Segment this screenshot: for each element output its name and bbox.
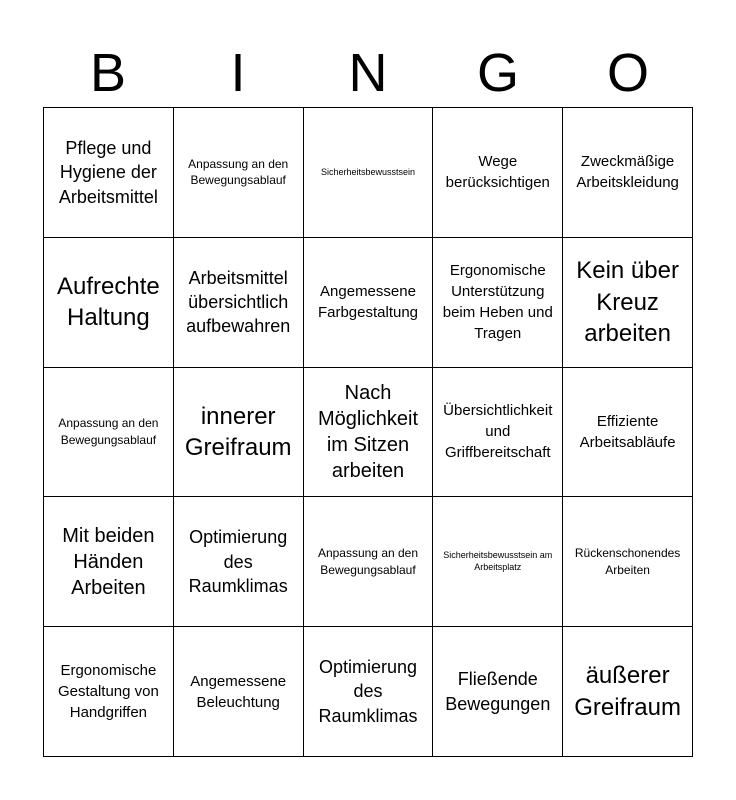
header-letter-o: O: [606, 43, 649, 103]
cell-text: Kein über Kreuz arbeiten: [576, 257, 679, 347]
cell-text: Nach Möglichkeit im Sitzen arbeiten: [317, 381, 419, 482]
bingo-cell[interactable]: [563, 497, 693, 627]
bingo-cell[interactable]: [563, 238, 693, 368]
cell-text: Sicherheitsbewusstsein am Arbeitsplatz: [443, 550, 553, 572]
bingo-cell[interactable]: [304, 627, 434, 757]
bingo-cell[interactable]: [433, 497, 563, 627]
bingo-cell[interactable]: [174, 238, 304, 368]
cell-text: Anpassung an den Bewegungsablauf: [188, 156, 289, 188]
bingo-cell[interactable]: [174, 497, 304, 627]
cell-text: Optimierung des Raumklimas: [188, 527, 288, 596]
bingo-cell[interactable]: [304, 108, 434, 238]
bingo-cell[interactable]: [44, 627, 174, 757]
header-letter-b: B: [89, 43, 127, 103]
bingo-cell[interactable]: [44, 238, 174, 368]
bingo-cell[interactable]: [174, 368, 304, 498]
bingo-cell[interactable]: [304, 368, 434, 498]
bingo-cell[interactable]: [174, 108, 304, 238]
cell-text: Sicherheitsbewusstsein: [320, 166, 416, 177]
bingo-cell[interactable]: [44, 497, 174, 627]
cell-text: Optimierung des Raumklimas: [318, 657, 418, 726]
cell-text: Ergonomische Gestaltung von Handgriffen: [57, 662, 159, 722]
cell-text: Effiziente Arbeitsabläufe: [579, 412, 676, 451]
cell-text: Wege berücksichtigen: [445, 153, 550, 192]
header-letter-g: G: [476, 43, 519, 103]
cell-text: Mit beiden Händen Arbeiten: [62, 524, 155, 599]
cell-text: äußerer Greifraum: [574, 662, 681, 721]
bingo-cell[interactable]: [174, 627, 304, 757]
cell-text: Zweckmäßige Arbeitskleidung: [576, 153, 679, 192]
bingo-cell[interactable]: [433, 108, 563, 238]
bingo-cell[interactable]: [563, 108, 693, 238]
cell-text: innerer Greifraum: [184, 402, 292, 461]
cell-text: Angemessene Farbgestaltung: [317, 283, 419, 322]
cell-text: Pflege und Hygiene der Arbeitsmittel: [58, 137, 158, 207]
header-letter-i: I: [230, 43, 246, 103]
bingo-header: [43, 38, 693, 108]
bingo-cell[interactable]: [433, 368, 563, 498]
cell-text: Fließende Bewegungen: [445, 669, 551, 714]
bingo-cell[interactable]: [44, 368, 174, 498]
cell-text: Arbeitsmittel übersichtlich aufbewahren: [186, 267, 291, 337]
bingo-cell[interactable]: [44, 108, 174, 238]
bingo-cell[interactable]: [433, 238, 563, 368]
cell-text: Aufrechte Haltung: [57, 273, 160, 332]
bingo-cell[interactable]: [304, 238, 434, 368]
header-letter-n: N: [348, 43, 388, 103]
bingo-cell[interactable]: [563, 368, 693, 498]
bingo-cell[interactable]: [433, 627, 563, 757]
cell-text: Ergonomische Unterstützung beim Heben und Tragen: [442, 262, 553, 343]
bingo-cell[interactable]: [304, 497, 434, 627]
cell-text: Rückenschonendes Arbeiten: [574, 545, 681, 577]
cell-text: Angemessene Beleuchtung: [190, 672, 287, 711]
cell-text: Anpassung an den Bewegungsablauf: [58, 416, 159, 447]
bingo-cell[interactable]: [563, 627, 693, 757]
bingo-grid: [43, 107, 693, 757]
cell-text: Übersichtlichkeit und Griffbereitschaft: [443, 402, 553, 462]
cell-text: Anpassung an den Bewegungsablauf: [317, 545, 419, 577]
